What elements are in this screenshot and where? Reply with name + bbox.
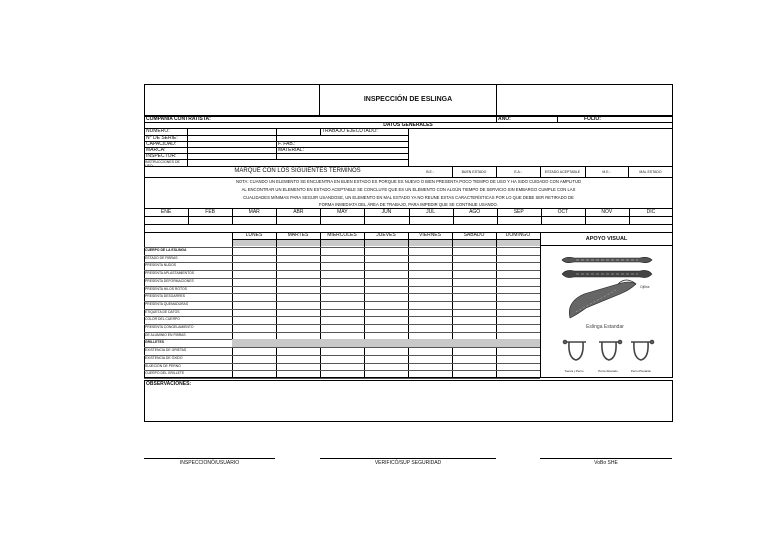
col-line (557, 116, 558, 122)
check-cell[interactable] (365, 256, 407, 262)
field-instrucciones: INSTRUCCIONES DE USO: (145, 160, 180, 168)
field-trabajo: TRABAJO EJECUTADO: (322, 128, 378, 134)
field-capacidad: CAPACIDAD: (146, 141, 177, 147)
signature-line[interactable] (320, 458, 496, 459)
signature-line[interactable] (144, 458, 275, 459)
check-cell[interactable] (321, 256, 363, 262)
check-cell[interactable] (365, 271, 407, 277)
month-cell: JUN (381, 209, 392, 215)
check-cell[interactable] (409, 348, 451, 354)
check-cell[interactable] (497, 348, 539, 354)
field-serie: N° DE SERIE: (146, 135, 178, 141)
visual-support-label: APOYO VISUAL (585, 236, 628, 242)
col-line (497, 208, 498, 224)
row-line (144, 247, 540, 248)
legend-code: B.E.: (426, 170, 434, 174)
check-cell[interactable] (277, 325, 319, 331)
col-line (541, 208, 542, 224)
check-cell[interactable] (365, 294, 407, 300)
check-cell[interactable] (453, 271, 495, 277)
field-fab: F. FAB.: (278, 141, 296, 147)
check-cell[interactable] (365, 325, 407, 331)
check-cell[interactable] (277, 317, 319, 323)
field-inspector: INSPECTOR: (146, 153, 177, 159)
col-line (496, 116, 497, 122)
check-cell[interactable] (497, 294, 539, 300)
check-cell[interactable] (497, 364, 539, 370)
check-cell[interactable] (453, 356, 495, 362)
legend-instruction: MARQUE CON LOS SIGUIENTES TÉRMINOS (234, 168, 361, 174)
check-cell[interactable] (277, 279, 319, 285)
check-cell[interactable] (497, 263, 539, 269)
checklist-item: PRESENTA QUEMADURAS (145, 301, 189, 306)
check-cell[interactable] (409, 271, 451, 277)
check-cell[interactable] (233, 263, 275, 269)
month-cell: AGO (469, 209, 481, 215)
check-cell[interactable] (497, 287, 539, 293)
field-numero: NUMERO: (146, 128, 170, 134)
month-cell: SEP (513, 209, 524, 215)
checklist-item: ESTADO DE FIBRAS (145, 255, 178, 260)
check-cell[interactable] (409, 310, 451, 316)
check-cell[interactable] (365, 356, 407, 362)
check-cell[interactable] (409, 333, 451, 339)
check-cell[interactable] (233, 356, 275, 362)
check-cell[interactable] (409, 317, 451, 323)
legend-code: M.E.: (602, 170, 611, 174)
col-line (320, 128, 321, 135)
shackles-illustration (560, 336, 660, 368)
check-cell[interactable] (365, 310, 407, 316)
legend-code: MAL ESTADO (639, 170, 662, 174)
check-cell[interactable] (365, 348, 407, 354)
check-cell[interactable] (321, 371, 363, 377)
check-cell[interactable] (453, 279, 495, 285)
signature-safety: VERIFICÓ/SUP SEGURIDAD (374, 460, 442, 466)
check-cell[interactable] (233, 271, 275, 277)
check-cell[interactable] (277, 287, 319, 293)
month-cell: ENE (160, 209, 172, 215)
check-cell[interactable] (233, 302, 275, 308)
check-cell[interactable] (277, 348, 319, 354)
folio-label: FOLIO: (584, 116, 601, 122)
check-cell[interactable] (453, 333, 495, 339)
check-cell[interactable] (233, 310, 275, 316)
shackle-label: Perno Pivotante (631, 369, 651, 373)
check-cell[interactable] (497, 371, 539, 377)
check-cell[interactable] (453, 310, 495, 316)
check-cell[interactable] (277, 294, 319, 300)
check-cell[interactable] (277, 356, 319, 362)
check-cell[interactable] (233, 287, 275, 293)
checklist-item: ETIQUETA DE DATOS (145, 309, 180, 314)
check-cell[interactable] (409, 371, 451, 377)
sling-caption: Eslinga Estandar (586, 324, 624, 330)
check-cell[interactable] (321, 325, 363, 331)
check-cell[interactable] (233, 279, 275, 285)
check-cell[interactable] (321, 271, 363, 277)
check-cell[interactable] (409, 256, 451, 262)
checklist-item: EXISTENCIA DE ÓXIDO (145, 355, 183, 360)
checklist-item: DE ALUMINIO EN FIBRAS (145, 332, 186, 337)
shackle-label: Perno Roscado (598, 369, 618, 373)
form-title: INSPECCIÓN DE ESLINGA (363, 96, 453, 103)
check-cell[interactable] (277, 271, 319, 277)
check-cell[interactable] (497, 317, 539, 323)
checklist-item: PRESENTA DEFORMACIONES (145, 278, 194, 283)
check-cell[interactable] (453, 287, 495, 293)
check-cell[interactable] (409, 356, 451, 362)
signature-inspector: INSPECCIONÓ/USUARIO (179, 460, 240, 466)
header-divider-right (496, 84, 497, 116)
check-cell[interactable] (277, 263, 319, 269)
col-line (629, 208, 630, 224)
section-band (232, 339, 540, 347)
col-line (276, 208, 277, 224)
check-cell[interactable] (365, 287, 407, 293)
check-cell[interactable] (497, 271, 539, 277)
check-cell[interactable] (277, 371, 319, 377)
check-cell[interactable] (497, 325, 539, 331)
check-cell[interactable] (277, 310, 319, 316)
row-line (144, 378, 540, 379)
checklist-item: CUERPO DEL GRILLETE (145, 371, 185, 376)
month-cell: OCT (557, 209, 569, 215)
row-line (144, 224, 673, 225)
check-cell[interactable] (409, 263, 451, 269)
month-cell: MAY (337, 209, 348, 215)
day-header: DOMINGO (505, 232, 531, 238)
check-cell[interactable] (277, 364, 319, 370)
checklist-item: PRESENTA NUDOS (145, 263, 177, 268)
year-label: AÑO: (498, 116, 511, 122)
check-cell[interactable] (497, 256, 539, 262)
check-cell[interactable] (233, 364, 275, 370)
day-header: JUEVES (376, 232, 396, 238)
flat-sling-icon (562, 257, 652, 262)
check-cell[interactable] (233, 294, 275, 300)
check-cell[interactable] (321, 279, 363, 285)
signature-she: VoBo SHE (594, 460, 618, 466)
shackle-label: Tuerca y Perno (564, 369, 584, 373)
check-cell[interactable] (277, 333, 319, 339)
check-cell[interactable] (365, 263, 407, 269)
col-line (187, 128, 188, 166)
legend-code: E.A.: (514, 170, 522, 174)
observations-label: OBSERVACIONES: (146, 381, 192, 387)
check-cell[interactable] (321, 310, 363, 316)
check-cell[interactable] (233, 256, 275, 262)
day-header: SABADO (463, 232, 485, 238)
check-cell[interactable] (321, 287, 363, 293)
col-line (453, 208, 454, 224)
col-line (232, 208, 233, 224)
check-cell[interactable] (497, 302, 539, 308)
check-cell[interactable] (409, 364, 451, 370)
month-cell: ABR (293, 209, 304, 215)
check-cell[interactable] (233, 333, 275, 339)
check-cell[interactable] (365, 302, 407, 308)
check-cell[interactable] (497, 279, 539, 285)
col-line (364, 208, 365, 224)
check-cell[interactable] (453, 364, 495, 370)
flat-sling-icon (562, 270, 652, 277)
day-header: LUNES (245, 232, 263, 238)
check-cell[interactable] (453, 325, 495, 331)
check-cell[interactable] (233, 348, 275, 354)
check-cell[interactable] (321, 302, 363, 308)
check-cell[interactable] (321, 333, 363, 339)
checklist-section: GRILLETES (145, 340, 165, 345)
checklist-item: PRESENTA APLASTAMIENTOS (145, 271, 194, 276)
note-line: NOTA: CUANDO UN ELEMENTO SE ENCUENTRA EN BUEN ESTADO ES PORQUE ES NUEVO O BIEN PRESENTA POCO TIEMPO DE USO Y HA SIDO CUIDADO CON AMPLITUD (236, 179, 581, 184)
check-cell[interactable] (365, 333, 407, 339)
check-cell[interactable] (321, 356, 363, 362)
col-line (540, 246, 541, 378)
check-cell[interactable] (321, 348, 363, 354)
check-cell[interactable] (453, 302, 495, 308)
col-line (276, 128, 277, 159)
month-cell: NOV (601, 209, 613, 215)
check-cell[interactable] (409, 302, 451, 308)
month-cell: JUL (426, 209, 435, 215)
check-cell[interactable] (321, 317, 363, 323)
col-line (188, 208, 189, 224)
day-header: VIERNES (419, 232, 441, 238)
col-line (585, 208, 586, 224)
signature-line[interactable] (540, 458, 672, 459)
field-material: MATERIAL: (278, 147, 305, 153)
check-cell[interactable] (365, 279, 407, 285)
shackle-icon (599, 341, 622, 361)
check-cell[interactable] (321, 294, 363, 300)
row-line (144, 166, 673, 167)
legend-code: BUEN ESTADO (461, 170, 487, 174)
sling-eye-icon (569, 280, 636, 318)
checklist-item: PRESENTA HILOS ROTOS (145, 286, 187, 291)
col-line (408, 128, 409, 166)
shackle-icon (631, 341, 654, 361)
check-cell[interactable] (233, 317, 275, 323)
note-line: AL ENCONTRAR UN ELEMENTO EN ESTADO ACEPTABLE SE CONCLUYE QUE ES UN ELEMENTO CON ALGÚN TIEMPO DE SERVICIO SIN EMBARGO CUMPLE CON LAS (241, 187, 576, 192)
check-cell[interactable] (233, 371, 275, 377)
check-cell[interactable] (321, 364, 363, 370)
check-cell[interactable] (277, 302, 319, 308)
checklist-section: CUERPO DE LA ESLINGA (145, 248, 187, 252)
field-marca: MARCA: (146, 147, 166, 153)
shackle-icon (564, 341, 587, 361)
day-header: MARTES (287, 232, 309, 238)
checklist-item: EXISTENCIA DE GRIETAS (145, 348, 187, 353)
check-cell[interactable] (453, 348, 495, 354)
check-cell[interactable] (453, 263, 495, 269)
check-cell[interactable] (277, 256, 319, 262)
general-data-label: DATOS GENERALES (383, 122, 433, 128)
check-cell[interactable] (497, 333, 539, 339)
note-line: FORMA INMEDIATA DEL ÁREA DE TRABAJO, PARA IMPEDIR QUE SE CONTINUE USANDO. (319, 202, 498, 207)
col-line (409, 208, 410, 224)
eye-label: Ojillos (640, 285, 650, 289)
check-cell[interactable] (453, 256, 495, 262)
check-cell[interactable] (409, 325, 451, 331)
check-cell[interactable] (365, 371, 407, 377)
check-cell[interactable] (365, 364, 407, 370)
check-cell[interactable] (409, 279, 451, 285)
check-cell[interactable] (409, 287, 451, 293)
month-cell: FEB (205, 209, 215, 215)
sling-illustration (556, 254, 658, 334)
day-header-band (232, 239, 540, 246)
month-cell: MAR (248, 209, 260, 215)
check-cell[interactable] (497, 356, 539, 362)
check-cell[interactable] (233, 325, 275, 331)
col-line (320, 208, 321, 224)
check-cell[interactable] (497, 310, 539, 316)
check-cell[interactable] (453, 317, 495, 323)
observations-box[interactable] (144, 380, 673, 422)
checklist-item: PRESENTA DESGARRES (145, 294, 186, 299)
check-cell[interactable] (453, 294, 495, 300)
check-cell[interactable] (321, 263, 363, 269)
check-cell[interactable] (453, 371, 495, 377)
check-cell[interactable] (365, 317, 407, 323)
legend-code: ESTADO ACEPTABLE (544, 170, 581, 174)
checklist-item: PRESENTA CONGELAMIENTO (145, 325, 194, 329)
check-cell[interactable] (409, 294, 451, 300)
checklist-item: SUJECIÓN DE PERNO (145, 363, 181, 368)
month-cell: DIC (646, 209, 656, 215)
note-line: CUALIDADES MÍNIMAS PARA SEGUIR USANDOSE, UN ELEMENTO EN MAL ESTADO YA NO REUNE ESTAS CARACTERÍSTICAS POR LO QUE DEBE SER RETIRADO DE (243, 195, 574, 200)
checklist-item: COLOR DEL CUERPO (145, 317, 180, 322)
company-label: COMPAÑÍA CONTRATISTA: (146, 116, 211, 122)
row-line (232, 239, 540, 240)
day-header: MIERCOLES (327, 232, 357, 238)
